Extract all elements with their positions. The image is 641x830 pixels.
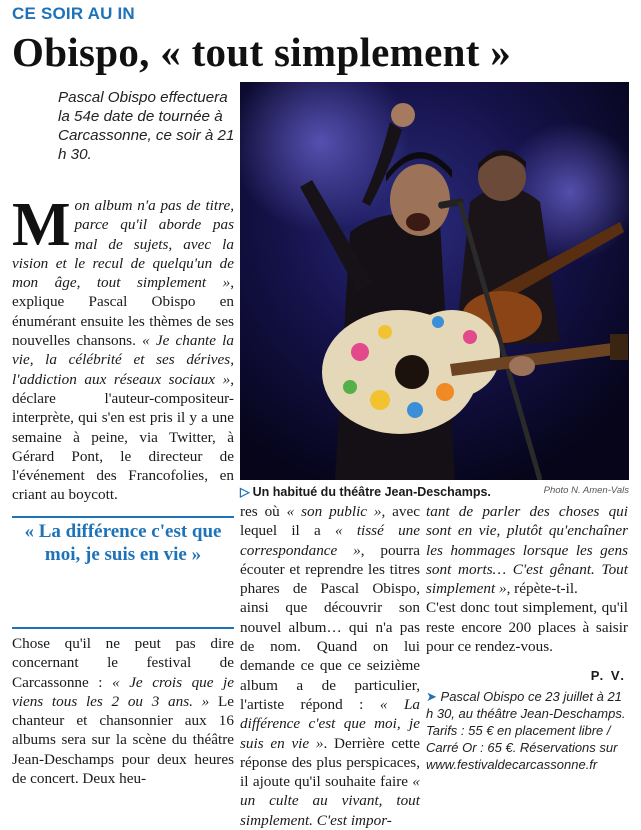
body-text: , avec lequel il a: [240, 503, 420, 540]
headline: Obispo, « tout simplement »: [12, 29, 511, 75]
body-text: . Derrière cette réponse des plus perspicaces, il ajoute qu'il souhaite faire: [240, 734, 421, 791]
info-arrow-icon: ➤: [426, 689, 437, 704]
pullquote-bottom-rule: [12, 627, 234, 629]
article-column-1: [12, 191, 234, 505]
practical-info: [426, 688, 628, 773]
concert-photo: [240, 82, 629, 480]
body-text: , pourra écouter et reprendre les titres phares de Pascal Obispo, ainsi que découvrir son nouvel album… qui n'a pas de nom. Quand on lui demande ce que ce seizième album a de particulier, l'artiste répond :: [240, 541, 420, 713]
quote-text: « La différence c'est que moi, je suis en vie »: [240, 695, 420, 752]
info-text: Pascal Obispo ce 23 juillet à 21 h 30, au théâtre Jean-Deschamps. Tarifs : 55 € en placement libre / Carré Or : 65 €. Réservations sur www.festivaldecarcassonne.fr: [426, 689, 626, 772]
quote-text: « Je crois que je viens tous les 2 ou 3 ans. »: [12, 673, 234, 710]
quote-text: on album n'a pas de titre, parce qu'il aborde pas mal de sujets, avec la vision et le recul de quelqu'un de mon âge, tout simplement »: [12, 197, 234, 292]
section-rubric: CE SOIR AU IN: [12, 4, 135, 23]
caption-arrow-icon: ▷: [240, 485, 250, 499]
article-column-1b: [12, 634, 234, 788]
drop-cap: M: [12, 191, 71, 259]
body-text: , répète-t-il.: [506, 580, 578, 598]
author-signature: P. V.: [590, 668, 626, 683]
body-text: , explique Pascal Obispo en énumérant ensuite les thèmes de ses nouvelles chansons.: [12, 274, 234, 350]
photo-caption: [240, 484, 629, 499]
quote-text: « Je chante la vie, la célébrité et ses dérives, l'addiction aux réseaux sociaux »: [12, 332, 234, 388]
quote-text: « un culte au vivant, tout simplement. C'est impor-: [240, 773, 420, 829]
singer-with-guitar-illustration: [240, 82, 629, 480]
quote-text: « son public »: [286, 503, 382, 520]
body-text: Le chanteur et chansonnier aux 16 albums sera sur la scène du théâtre Jean-Deschamps pour deux heures de concert. Deux heu-: [12, 692, 234, 788]
lede: Pascal Obispo effectuera la 54e date de tournée à Carcassonne, ce soir à 21 h 30.: [58, 89, 235, 163]
body-text: C'est donc tout simplement, qu'il reste encore 200 places à saisir pour ce rendez-vous.: [426, 599, 628, 656]
quote-text: « tissé une correspondance »: [240, 522, 420, 559]
quote-text: tant de parler des choses qui sont en vie, plutôt qu'enchaîner les hommages lorsque les gens sont morts… C'est gênant. Tout simplement »: [426, 503, 628, 598]
photo-credit: Photo N. Amen-Vals: [543, 485, 629, 496]
body-text: Chose qu'il ne peut pas dire concernant le festival de Carcassonne :: [12, 635, 234, 691]
body-text: , déclare l'auteur-compositeur-interprète, qui s'en est pris il y a une semaine à peine, via Twitter, à Gérard Pont, le directeur de l'événement des Francofolies, en criant au boycott.: [12, 370, 234, 504]
pullquote: « La différence c'est que moi, je suis en vie »: [24, 521, 222, 565]
article-column-2: [240, 502, 420, 830]
article-column-3: [426, 502, 628, 656]
caption-text: Un habitué du théâtre Jean-Deschamps.: [252, 485, 491, 499]
pullquote-top-rule: [12, 516, 234, 518]
body-text: res où: [240, 503, 287, 520]
